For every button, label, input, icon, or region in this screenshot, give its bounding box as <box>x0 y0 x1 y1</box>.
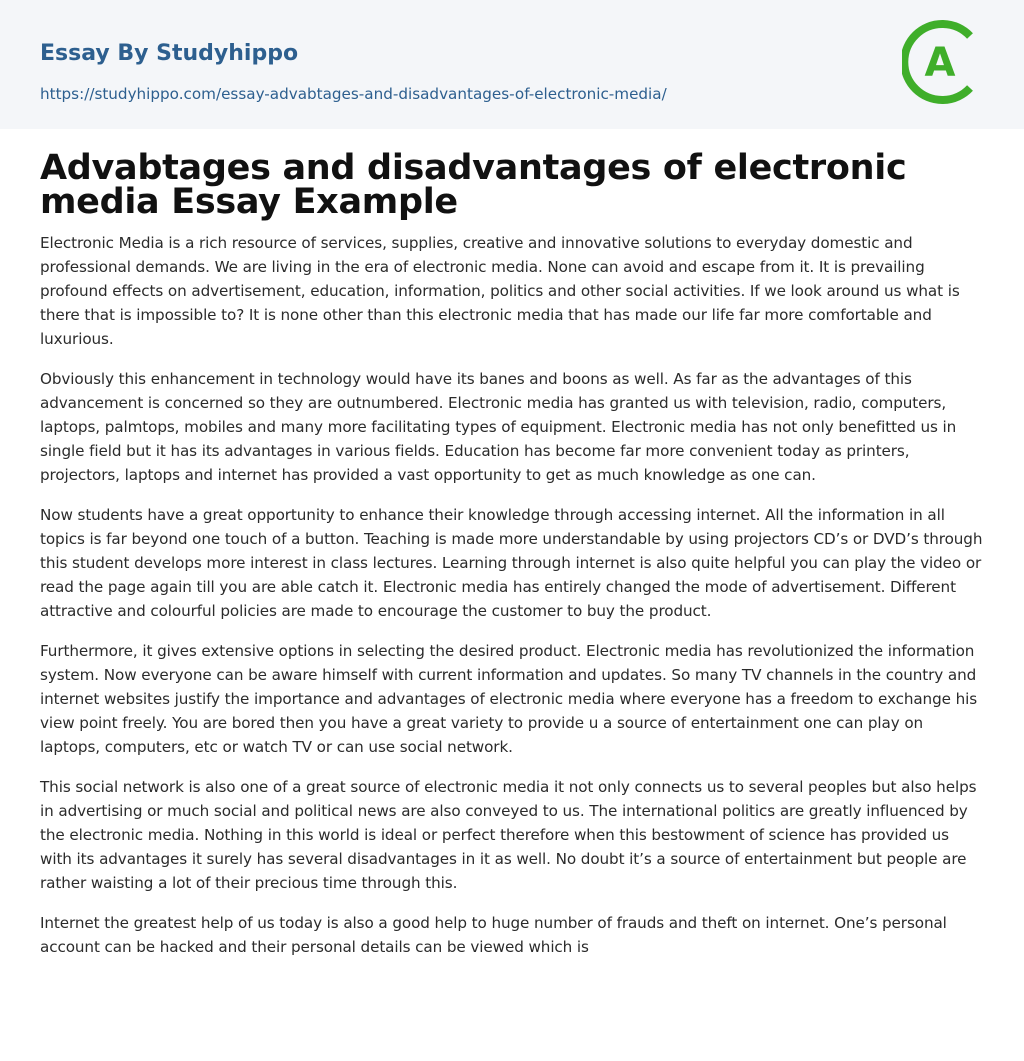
paragraph: Now students have a great opportunity to enhance their knowledge through accessing internet. All the information in all topics is far beyond one touch of a button. Teaching is made more understandable by using projectors CD’s or DVD’s through this student develops more interest in class lectures. Learning through internet is also quite helpful you can play the video or read the page again till you are able catch it. Electronic media has entirely changed the mode of advertisement. Different attractive and colourful policies are made to encourage the customer to buy the product. <box>40 506 983 620</box>
paragraph: Internet the greatest help of us today is also a good help to huge number of frauds and theft on internet. One’s personal account can be hacked and their personal details can be viewed which is <box>40 914 947 956</box>
site-header <box>0 0 1024 129</box>
article <box>0 148 1024 959</box>
essay-url-link[interactable]: https://studyhippo.com/essay-advabtages-and-disadvantages-of-electronic-media/ <box>40 85 667 103</box>
paragraph: Electronic Media is a rich resource of services, supplies, creative and innovative solutions to everyday domestic and professional demands. We are living in the era of electronic media. None can avoid and escape from it. It is prevailing profound effects on advertisement, education, information, politics and other social activities. If we look around us what is there that is impossible to? It is none other than this electronic media that has made our life far more comfortable and luxurious. <box>40 234 960 348</box>
paragraph: Furthermore, it gives extensive options in selecting the desired product. Electronic media has revolutionized the information system. Now everyone can be aware himself with current information and updates. So many TV channels in the country and internet websites justify the importance and advantages of electronic media where everyone has a freedom to exchange his view point freely. You are bored then you have a great variety to provide u a source of entertainment one can play on laptops, computers, etc or watch TV or can use social network. <box>40 642 978 756</box>
page-title: Advabtages and disadvantages of electronic media Essay Example <box>40 148 907 222</box>
paragraph: Obviously this enhancement in technology would have its banes and boons as well. As far as the advantages of this advancement is concerned so they are outnumbered. Electronic media has granted us with television, radio, computers, laptops, palmtops, mobiles and many more facilitating types of equipment. Electronic media has not only benefitted us in single field but it has its advantages in various fields. Education has become far more convenient today as printers, projectors, laptops and internet has provided a vast opportunity to get as much knowledge as one can. <box>40 370 957 484</box>
paragraph: This social network is also one of a great source of electronic media it not only connects us to several peoples but also helps in advertising or much social and political news are also conveyed to us. The international politics are greatly influenced by the electronic media. Nothing in this world is ideal or perfect therefore when this bestowment of science has provided us with its advantages it surely has several disadvantages in it as well. No doubt it’s a source of entertainment but people are rather waisting a lot of their precious time through this. <box>40 778 977 892</box>
site-brand[interactable]: Essay By Studyhippo <box>40 41 299 66</box>
logo-letter: A <box>924 40 956 86</box>
studyhippo-logo-icon[interactable] <box>902 18 988 106</box>
